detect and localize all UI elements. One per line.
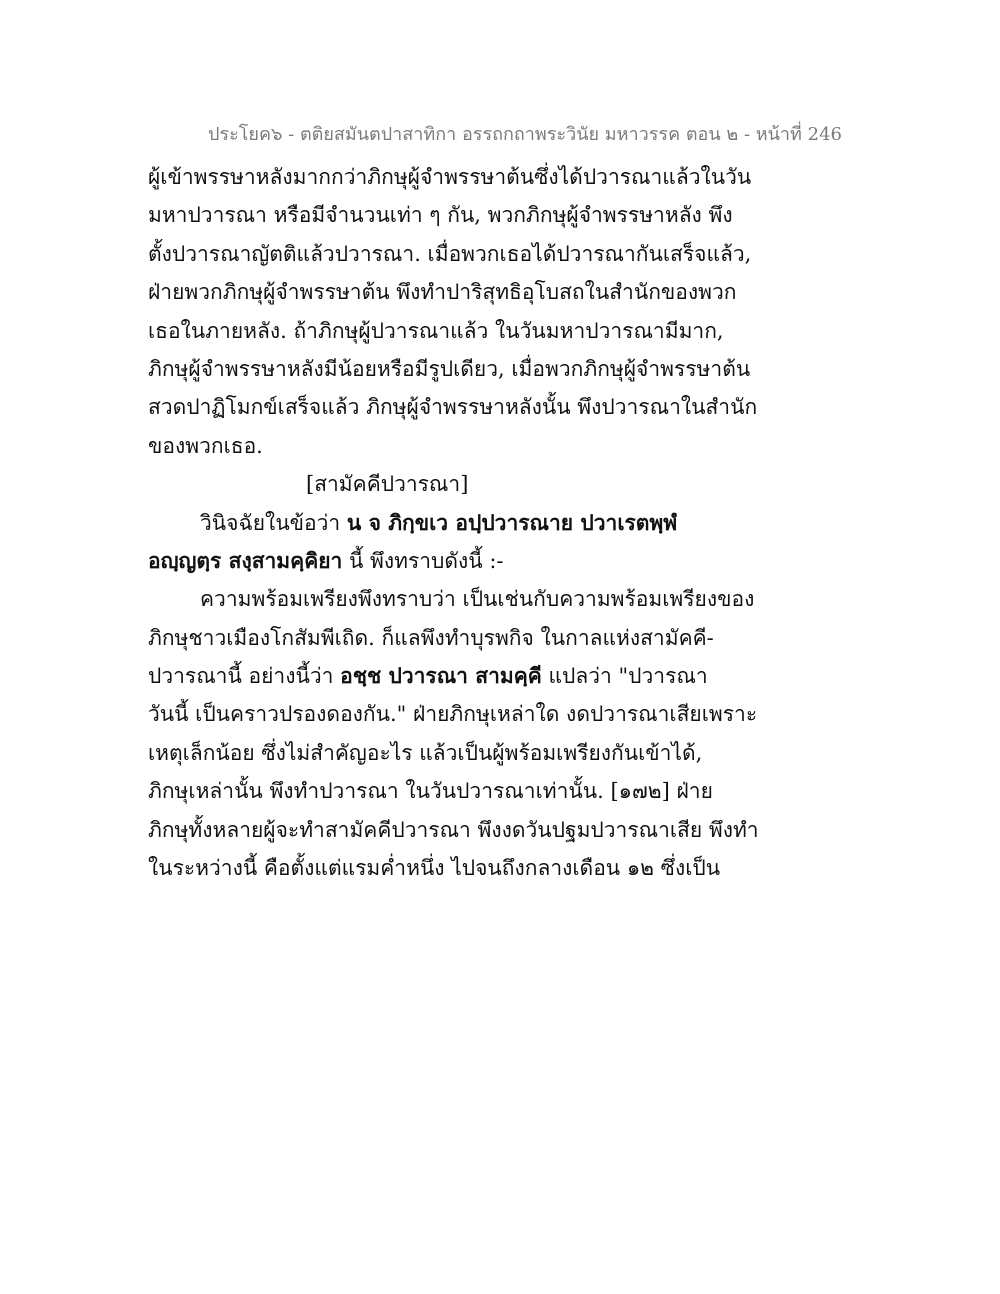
text-line bbox=[148, 849, 721, 887]
text-span: ตั้งปวารณาญัตติแล้วปวารณา. เมื่อพวกเธอได้ปวารณากันเสร็จแล้ว, bbox=[148, 241, 752, 266]
text-span: ปวารณานี้ อย่างนี้ว่า bbox=[148, 664, 341, 689]
text-span: ของพวกเธอ. bbox=[148, 433, 263, 458]
text-line bbox=[148, 657, 708, 695]
text-line bbox=[148, 734, 708, 772]
text-span: ภิกษุทั้งหลายผู้จะทำสามัคคีปวารณา พึงงดวันปฐมปวารณาเสีย พึงทำ bbox=[148, 817, 759, 842]
text-span: ภิกษุชาวเมืองโกสัมพีเถิด. ก็แลพึงทำบุรพกิจ ในกาลแห่งสามัคคี- bbox=[148, 625, 714, 650]
text-span: มหาปวารณา หรือมีจำนวนเท่า ๆ กัน, พวกภิกษุผู้จำพรรษาหลัง พึง bbox=[148, 203, 733, 228]
text-line bbox=[148, 542, 708, 580]
paragraph-first-line bbox=[148, 504, 708, 542]
text-span: วันนี้ เป็นคราวปรองดองกัน." ฝ่ายภิกษุเหล่าใด งดปวารณาเสียเพราะ bbox=[148, 702, 758, 727]
text-span: เธอในภายหลัง. ถ้าภิกษุผู้ปวารณาแล้ว ในวันมหาปวารณามีมาก, bbox=[148, 318, 724, 343]
body-text bbox=[148, 158, 759, 887]
text-span: วินิจฉัยในข้อว่า bbox=[200, 510, 347, 535]
text-span: เหตุเล็กน้อย ซึ่งไม่สำคัญอะไร แล้วเป็นผู้พร้อมเพรียงกันเข้าได้, bbox=[148, 740, 703, 765]
text-span: แปลว่า "ปวารณา bbox=[541, 664, 708, 689]
text-line bbox=[148, 350, 751, 388]
pali-term: อญฺญตฺร สงฺสามคฺคิยา bbox=[148, 547, 343, 573]
section-heading-text: [สามัคคีปวารณา] bbox=[306, 472, 469, 497]
text-line bbox=[148, 427, 708, 465]
text-line bbox=[148, 312, 724, 350]
text-line bbox=[148, 273, 737, 311]
text-line bbox=[148, 158, 752, 196]
pali-term: น จ ภิกฺขเว อปฺปวารณาย ปวาเรตพฺพํ bbox=[346, 509, 678, 535]
text-line bbox=[148, 619, 714, 657]
section-heading bbox=[148, 465, 708, 503]
text-line bbox=[148, 695, 758, 733]
text-line bbox=[148, 772, 713, 810]
text-span: สวดปาฏิโมกข์เสร็จแล้ว ภิกษุผู้จำพรรษาหลังนั้น พึงปวารณาในสำนัก bbox=[148, 395, 758, 420]
pali-term: อชฺช ปวารณา สามคฺคี bbox=[340, 663, 542, 689]
text-line bbox=[148, 235, 752, 273]
text-span: ภิกษุเหล่านั้น พึงทำปวารณา ในวันปวารณาเท่านั้น. [๑๗๒] ฝ่าย bbox=[148, 779, 713, 804]
text-line bbox=[148, 811, 759, 849]
text-span: ฝ่ายพวกภิกษุผู้จำพรรษาต้น พึงทำปาริสุทธิอุโบสถในสำนักของพวก bbox=[148, 280, 737, 305]
text-span: นี้ พึงทราบดังนี้ :- bbox=[342, 548, 504, 573]
text-line bbox=[148, 388, 758, 426]
running-header: ประโยค๖ - ตติยสมันตปาสาทิกา อรรถกถาพระวินัย มหาวรรค ตอน ๒ - หน้าที่ 246 bbox=[208, 124, 842, 145]
text-span: ภิกษุผู้จำพรรษาหลังมีน้อยหรือมีรูปเดียว, เมื่อพวกภิกษุผู้จำพรรษาต้น bbox=[148, 356, 751, 381]
text-line bbox=[148, 196, 733, 234]
text-span: ผู้เข้าพรรษาหลังมากกว่าภิกษุผู้จำพรรษาต้นซึ่งได้ปวารณาแล้วในวัน bbox=[148, 165, 752, 189]
text-span: ในระหว่างนี้ คือตั้งแต่แรมค่ำหนึ่ง ไปจนถึงกลางเดือน ๑๒ ซึ่งเป็น bbox=[148, 856, 721, 881]
paragraph-first-line bbox=[148, 580, 755, 618]
text-span: ความพร้อมเพรียงพึงทราบว่า เป็นเช่นกับความพร้อมเพรียงของ bbox=[200, 587, 755, 612]
